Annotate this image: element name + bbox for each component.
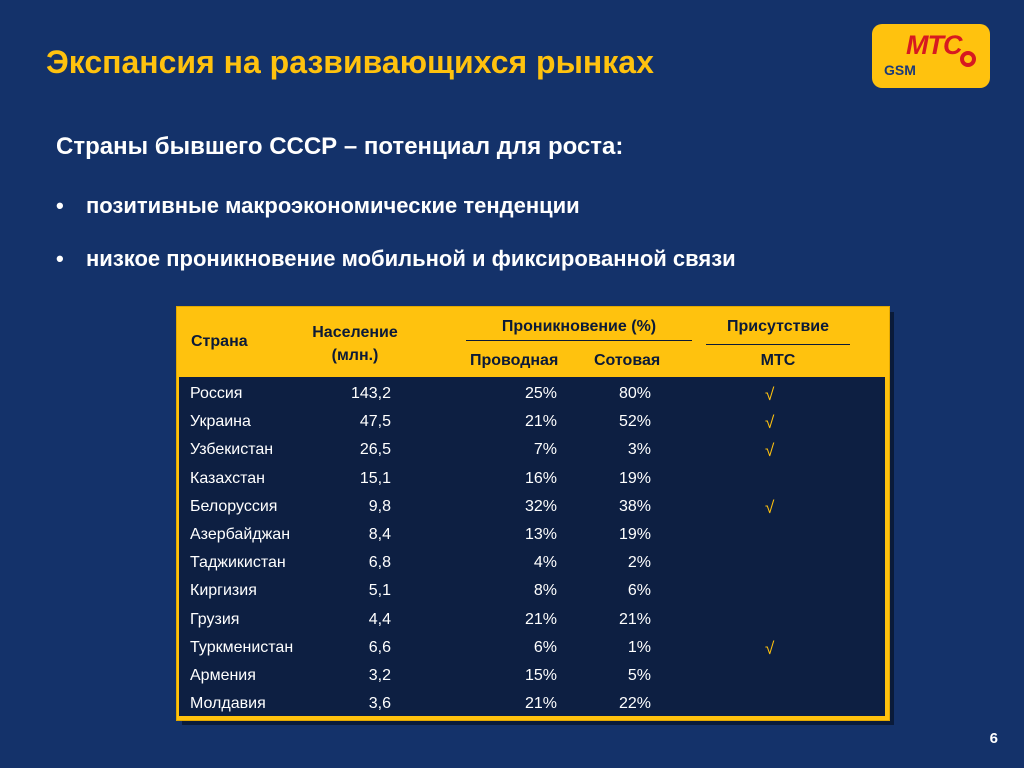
cell-cellular: 6% xyxy=(627,582,651,600)
cell-mts-check-icon: √ xyxy=(765,385,775,404)
cell-population: 26,5 xyxy=(359,441,391,459)
cell-wired: 15% xyxy=(524,667,557,684)
cell-country: Россия xyxy=(190,385,243,402)
cell-mts-check-icon: √ xyxy=(765,441,775,461)
cell-cellular: 80% xyxy=(618,385,651,402)
cell-population: 5,1 xyxy=(368,582,391,600)
cell-cellular: 19% xyxy=(618,469,651,487)
bullet-item xyxy=(56,193,580,219)
cell-mts-check-icon: √ xyxy=(765,413,775,433)
cell-cellular: 22% xyxy=(618,695,651,713)
header-presence: Присутствие xyxy=(726,318,830,335)
mts-gsm-logo xyxy=(872,24,990,88)
bullet-item xyxy=(56,246,736,272)
header-wired: Проводная xyxy=(470,352,559,368)
cell-country: Армения xyxy=(190,667,256,684)
cell-country: Киргизия xyxy=(190,582,257,600)
header-mts: МТС xyxy=(760,352,796,369)
cell-wired: 6% xyxy=(533,638,557,656)
header-country: Страна xyxy=(191,333,248,350)
bullet-dot-icon: • xyxy=(56,193,64,218)
header-population: Население (млн.) xyxy=(312,324,398,364)
cell-cellular: 1% xyxy=(627,638,651,656)
cell-cellular: 2% xyxy=(627,554,651,572)
cell-wired: 8% xyxy=(533,582,557,600)
header-penetration-line xyxy=(466,340,692,341)
logo-ring-icon xyxy=(960,51,976,67)
slide-title: Экспансия на развивающихся рынках xyxy=(46,44,654,80)
table-body xyxy=(179,377,885,716)
logo-mark: МТС xyxy=(906,30,962,60)
cell-population: 4,4 xyxy=(368,610,391,628)
header-penetration: Проникновение (%) xyxy=(501,318,657,335)
slide-subtitle: Страны бывшего СССР – потенциал для роста: xyxy=(56,133,624,160)
cell-mts-check-icon: √ xyxy=(765,497,775,517)
cell-wired: 13% xyxy=(524,526,557,543)
bullet-text: позитивные макроэкономические тенденции xyxy=(86,193,580,218)
cell-country: Белоруссия xyxy=(190,497,278,515)
cell-country: Таджикистан xyxy=(190,554,286,572)
cell-wired: 21% xyxy=(524,695,557,713)
cell-cellular: 5% xyxy=(627,667,651,684)
cell-country: Туркменистан xyxy=(190,638,294,656)
cell-cellular: 3% xyxy=(627,441,651,459)
cell-wired: 32% xyxy=(524,497,557,515)
cell-population: 143,2 xyxy=(350,385,391,402)
header-presence-line xyxy=(706,344,850,345)
bullet-text: низкое проникновение мобильной и фиксированной связи xyxy=(86,246,736,271)
cell-population: 6,6 xyxy=(368,638,391,656)
cell-wired: 21% xyxy=(524,610,557,628)
header-cellular: Сотовая xyxy=(594,352,661,368)
cell-country: Казахстан xyxy=(190,469,265,487)
cell-country: Молдавия xyxy=(190,695,266,713)
cell-wired: 21% xyxy=(524,413,557,431)
cell-cellular: 38% xyxy=(618,497,651,515)
cell-population: 15,1 xyxy=(359,469,391,487)
cell-population: 8,4 xyxy=(368,526,391,543)
cell-wired: 7% xyxy=(533,441,557,459)
page-number: 6 xyxy=(989,730,998,747)
cell-mts-check-icon: √ xyxy=(765,638,775,658)
logo-sub: GSM xyxy=(884,62,916,78)
bullet-dot-icon: • xyxy=(56,246,64,271)
cell-population: 3,6 xyxy=(368,695,391,713)
cell-cellular: 52% xyxy=(618,413,651,431)
cell-population: 47,5 xyxy=(359,413,391,431)
cell-wired: 25% xyxy=(524,385,557,402)
cell-population: 9,8 xyxy=(368,497,391,515)
cell-wired: 4% xyxy=(533,554,557,572)
cell-cellular: 19% xyxy=(618,526,651,543)
cell-country: Грузия xyxy=(190,610,240,628)
cell-population: 6,8 xyxy=(368,554,391,572)
cell-cellular: 21% xyxy=(618,610,651,628)
cell-country: Азербайджан xyxy=(190,526,291,543)
cell-wired: 16% xyxy=(524,469,557,487)
cell-country: Украина xyxy=(190,413,251,431)
cell-population: 3,2 xyxy=(368,667,391,684)
cell-country: Узбекистан xyxy=(190,441,274,459)
